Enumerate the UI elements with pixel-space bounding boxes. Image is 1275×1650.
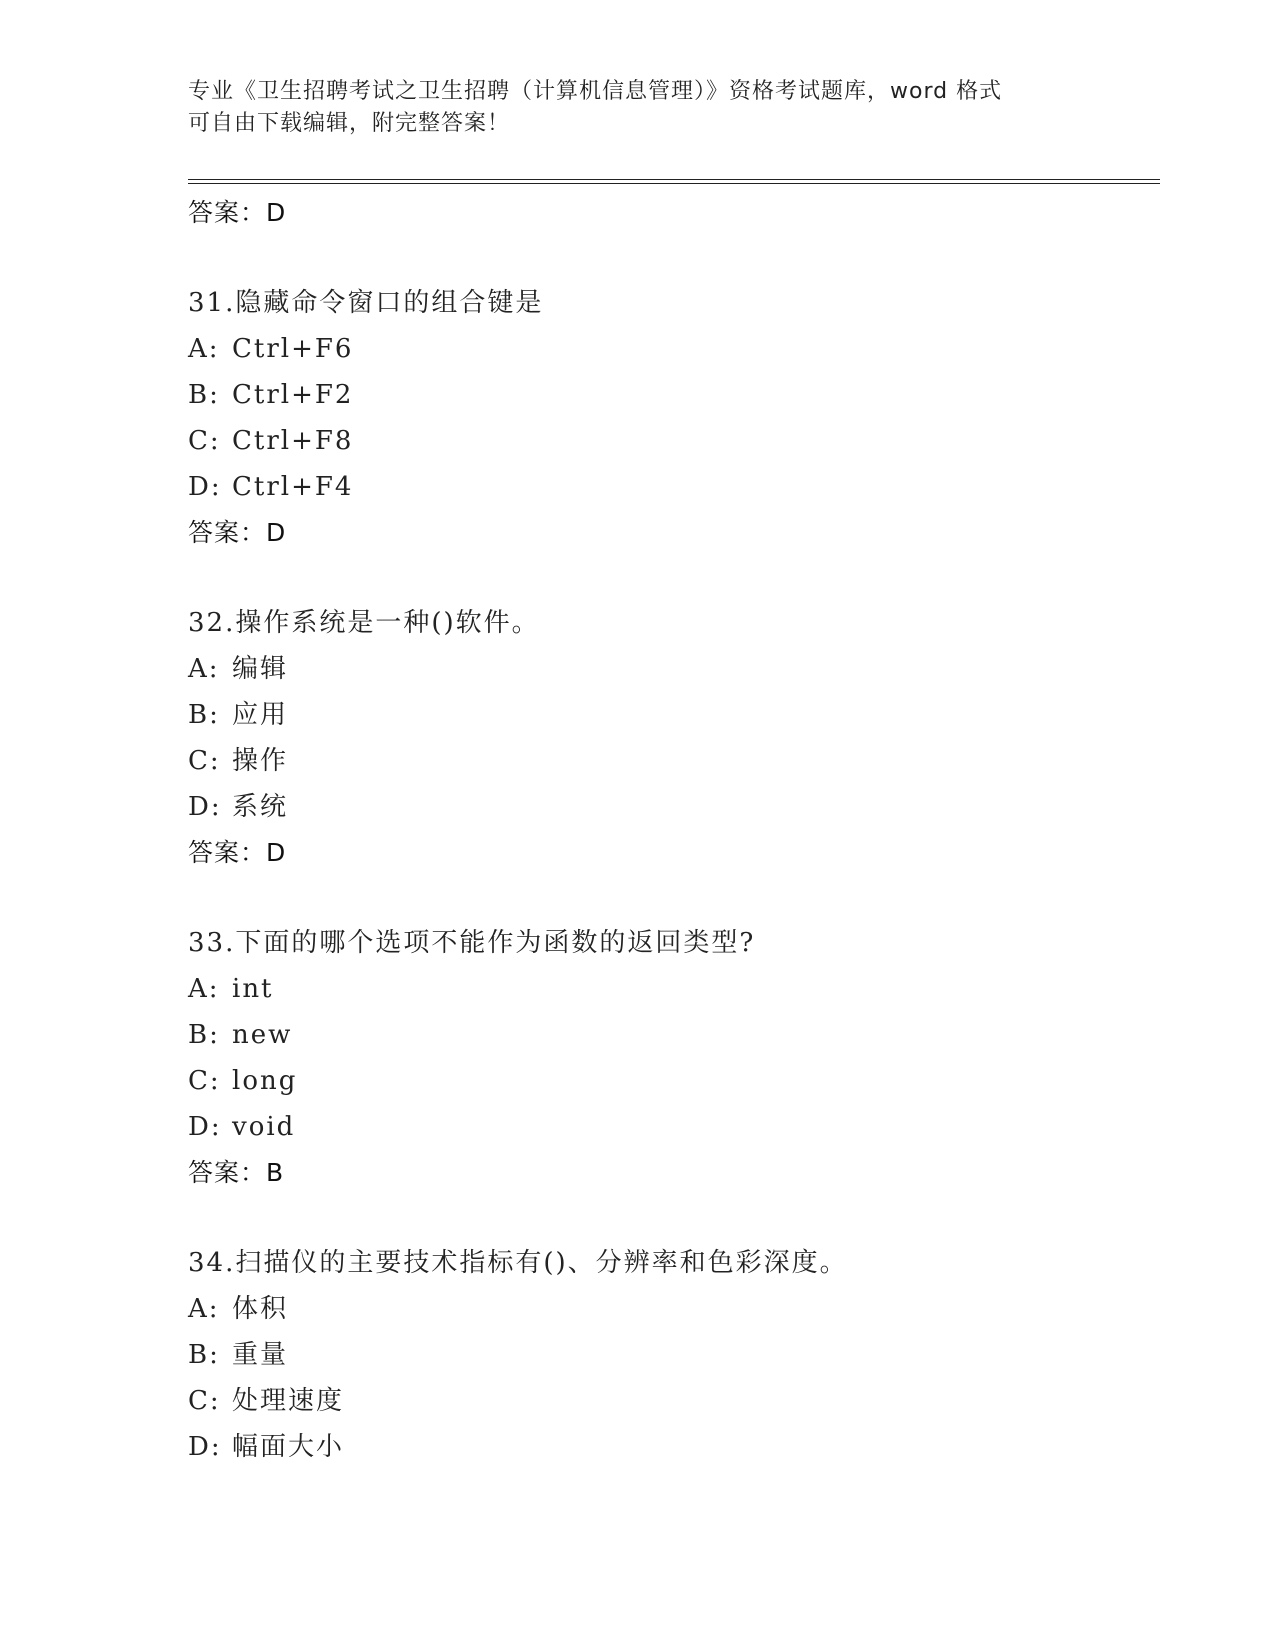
option-a — [188, 646, 1148, 692]
option-text: Ctrl+F4 — [232, 472, 354, 502]
option-text: int — [232, 974, 274, 1004]
option-letter: A: — [188, 1294, 220, 1324]
option-letter: A: — [188, 974, 220, 1004]
option-text: Ctrl+F2 — [232, 380, 354, 410]
option-letter: B: — [188, 1340, 220, 1370]
option-text: Ctrl+F8 — [232, 426, 354, 456]
question-stem: 34.扫描仪的主要技术指标有()、分辨率和色彩深度。 — [188, 1248, 848, 1278]
option-d — [188, 1424, 1148, 1470]
option-letter: B: — [188, 380, 220, 410]
option-letter: A: — [188, 334, 220, 364]
option-text: long — [232, 1066, 298, 1096]
option-a — [188, 1286, 1148, 1332]
option-c — [188, 418, 1148, 464]
document-header — [188, 76, 1088, 140]
option-text: 系统 — [232, 792, 289, 822]
option-a — [188, 966, 1148, 1012]
option-letter: C: — [188, 426, 221, 456]
answer-label: 答案：D — [188, 838, 287, 867]
option-letter: D: — [188, 1112, 222, 1142]
option-b — [188, 1012, 1148, 1058]
option-text: void — [232, 1112, 296, 1142]
option-text: 幅面大小 — [232, 1432, 345, 1462]
option-c — [188, 738, 1148, 784]
option-a — [188, 326, 1148, 372]
option-letter: C: — [188, 1066, 221, 1096]
question-33 — [188, 920, 1148, 1196]
option-c — [188, 1378, 1148, 1424]
option-d — [188, 464, 1148, 510]
question-32 — [188, 600, 1148, 876]
header-line-1: 专业《卫生招聘考试之卫生招聘（计算机信息管理）》资格考试题库，word 格式 — [188, 79, 1003, 104]
option-text: new — [232, 1020, 293, 1050]
option-letter: D: — [188, 1432, 222, 1462]
option-text: 应用 — [232, 700, 289, 730]
option-text: 编辑 — [232, 654, 289, 684]
option-text: 体积 — [232, 1294, 289, 1324]
option-letter: B: — [188, 700, 220, 730]
header-divider-bottom — [188, 183, 1160, 184]
option-b — [188, 692, 1148, 738]
option-c — [188, 1058, 1148, 1104]
question-list — [188, 190, 1148, 1470]
option-letter: C: — [188, 1386, 221, 1416]
option-letter: D: — [188, 792, 222, 822]
option-d — [188, 1104, 1148, 1150]
option-b — [188, 372, 1148, 418]
option-letter: D: — [188, 472, 222, 502]
option-d — [188, 784, 1148, 830]
question-stem: 32.操作系统是一种()软件。 — [188, 608, 540, 638]
question-stem: 31.隐藏命令窗口的组合键是 — [188, 288, 544, 318]
option-b — [188, 1332, 1148, 1378]
option-text: 处理速度 — [232, 1386, 345, 1416]
option-letter: C: — [188, 746, 221, 776]
option-letter: A: — [188, 654, 220, 684]
answer-label: 答案：D — [188, 198, 287, 227]
question-stem: 33.下面的哪个选项不能作为函数的返回类型? — [188, 928, 756, 958]
option-letter: B: — [188, 1020, 220, 1050]
answer-label: 答案：D — [188, 518, 287, 547]
header-line-2: 可自由下载编辑，附完整答案！ — [188, 111, 511, 136]
option-text: 重量 — [232, 1340, 289, 1370]
header-divider-top — [188, 179, 1160, 180]
option-text: Ctrl+F6 — [232, 334, 354, 364]
option-text: 操作 — [232, 746, 289, 776]
question-34 — [188, 1240, 1148, 1470]
answer-label: 答案：B — [188, 1158, 285, 1187]
question-31 — [188, 280, 1148, 556]
